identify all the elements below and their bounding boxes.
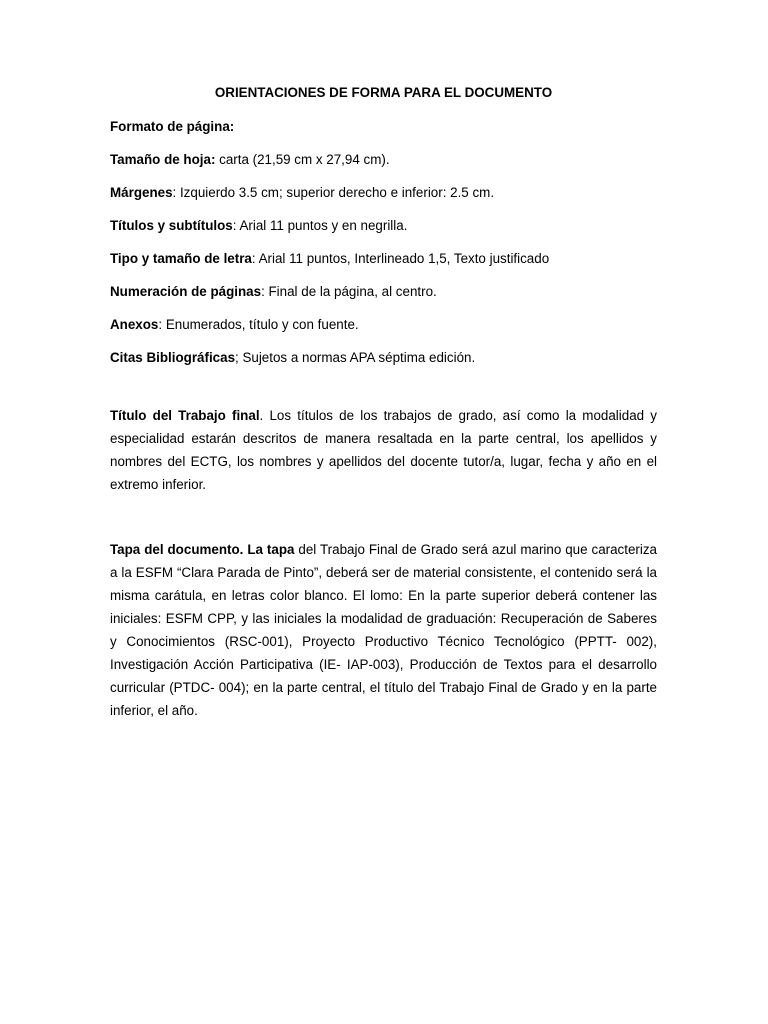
paragraph-label: Tapa del documento. La tapa xyxy=(110,542,295,557)
spec-value: : Arial 11 puntos y en negrilla. xyxy=(232,218,408,233)
paragraph-text: del Trabajo Final de Grado será azul marino que caracteriza a la ESFM “Clara Parada de Pinto”, deberá ser de material consistente, el contenido será la misma carátula, en letras color blanco. El lomo: En la parte superior deberá contener las iniciales: ESFM CPP, y las iniciales la modalidad de graduación: Recuperación de Saberes y Conocimientos (RSC-001), Proyecto Productivo Técnico Tecnológico (PPTT- 002), Investigación Acción Participativa (IE- IAP-003), Producción de Textos para el desarrollo curricular (PTDC- 004); en la parte central, el título del Trabajo Final de Grado y en la parte inferior, el año. xyxy=(110,542,657,718)
spec-value: : Izquierdo 3.5 cm; superior derecho e inferior: 2.5 cm. xyxy=(172,185,495,200)
document-content xyxy=(110,84,657,722)
spec-label: Tipo y tamaño de letra xyxy=(110,251,252,266)
spacer xyxy=(110,382,657,404)
format-heading xyxy=(110,118,657,136)
spec-value: : Enumerados, título y con fuente. xyxy=(158,317,359,332)
spec-label: Citas Bibliográficas xyxy=(110,350,236,365)
spec-font xyxy=(110,250,657,268)
spec-paper-size xyxy=(110,151,657,169)
spec-value: : Arial 11 puntos, Interlineado 1,5, Texto justificado xyxy=(251,251,550,266)
spec-value: : Final de la página, al centro. xyxy=(261,284,437,299)
spec-value: carta (21,59 cm x 27,94 cm). xyxy=(215,152,390,167)
spec-value: ; Sujetos a normas APA séptima edición. xyxy=(235,350,476,365)
spec-margins xyxy=(110,184,657,202)
spec-label: Anexos xyxy=(110,317,159,332)
spec-titles xyxy=(110,217,657,235)
document-title: ORIENTACIONES DE FORMA PARA EL DOCUMENTO xyxy=(214,85,553,100)
spec-label: Títulos y subtítulos xyxy=(110,218,233,233)
paragraph-label: Título del Trabajo final xyxy=(110,408,260,423)
format-heading-label: Formato de página: xyxy=(110,119,235,134)
paragraph-text: . Los títulos de los trabajos de grado, así como la modalidad y especialidad estarán descritos de manera resaltada en la parte central, los apellidos y nombres del ECTG, los nombres y apellidos del docente tutor/a, lugar, fecha y año en el extremo inferior. xyxy=(110,408,657,492)
spacer xyxy=(110,496,657,538)
spec-label: Tamaño de hoja: xyxy=(110,152,216,167)
spec-label: Numeración de páginas xyxy=(110,284,262,299)
spec-label: Márgenes xyxy=(110,185,173,200)
spec-annexes xyxy=(110,316,657,334)
spec-page-numbering xyxy=(110,283,657,301)
paragraph-title-final-work xyxy=(110,404,657,496)
paragraph-document-cover xyxy=(110,538,657,722)
spec-citations xyxy=(110,349,657,367)
